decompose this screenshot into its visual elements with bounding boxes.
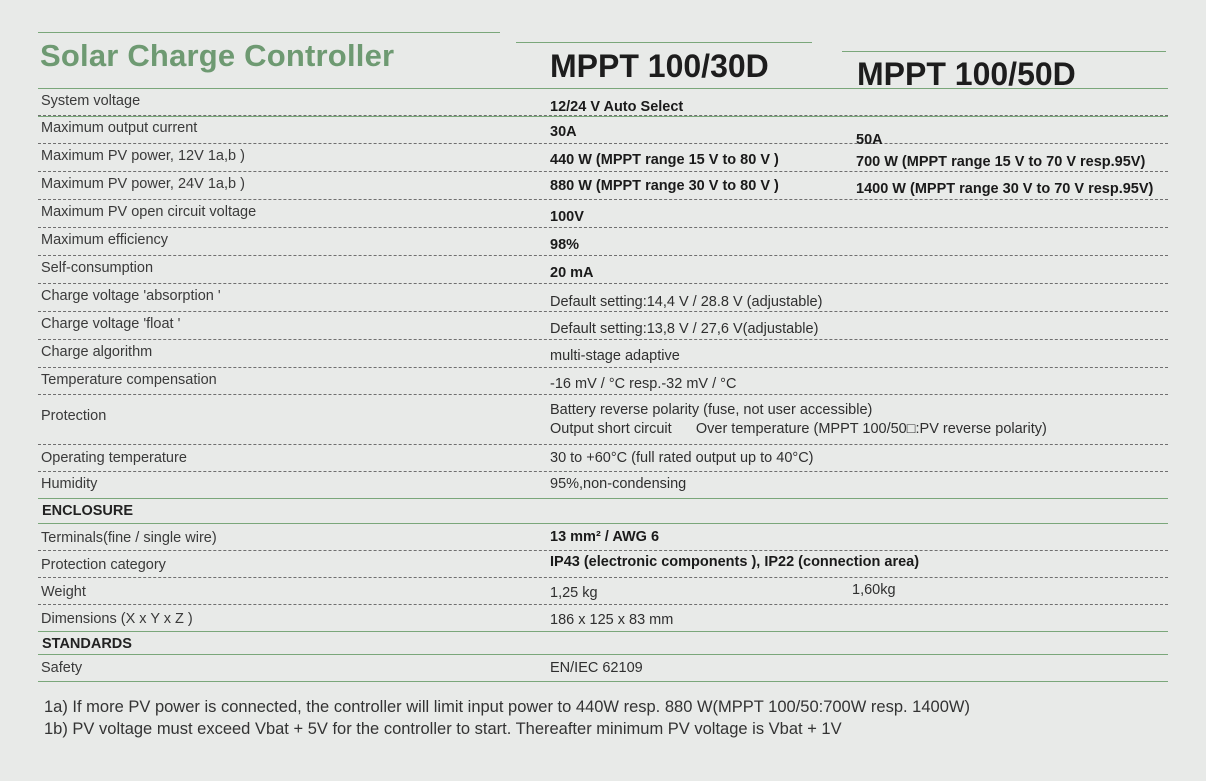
row-value: 440 W (MPPT range 15 V to 80 V ) (550, 152, 779, 168)
row-value: multi-stage adaptive (550, 348, 680, 364)
row-value: Default setting:13,8 V / 27,6 V(adjustable) (550, 321, 819, 337)
section-title: ENCLOSURE (42, 503, 134, 519)
row-value-2: 1,60kg (852, 582, 896, 598)
table-row (38, 524, 1168, 551)
header-rule-left (38, 32, 500, 33)
table-row (38, 144, 1168, 172)
row-label: Maximum efficiency (41, 232, 169, 248)
table-row (38, 551, 1168, 578)
footnotes (44, 696, 970, 740)
row-value: 13 mm² / AWG 6 (550, 529, 660, 545)
header-rule-mid (516, 42, 812, 43)
section-header-standards (38, 632, 1168, 655)
table-row (38, 200, 1168, 228)
row-label: Temperature compensation (41, 372, 217, 388)
footnote-1a: 1a) If more PV power is connected, the controller will limit input power to 440W resp. 880 W(MPPT 100/50:700W resp. 1400W) (44, 698, 970, 716)
row-label: System voltage (41, 93, 141, 109)
table-row (38, 172, 1168, 200)
row-label: Self-consumption (41, 260, 154, 276)
row-value: 1,25 kg (550, 585, 598, 601)
row-value: Default setting:14,4 V / 28.8 V (adjustable) (550, 294, 823, 310)
row-label: Dimensions (X x Y x Z ) (41, 611, 193, 627)
row-value: 186 x 125 x 83 mm (550, 612, 674, 628)
model-header-1: MPPT 100/30D (550, 48, 769, 84)
row-label: Charge voltage 'float ' (41, 316, 181, 332)
row-value: 100V (550, 209, 584, 225)
row-label: Protection (41, 408, 107, 424)
row-label: Weight (41, 584, 86, 600)
spec-table (38, 88, 1168, 682)
page-title: Solar Charge Controller (40, 38, 395, 73)
row-label: Operating temperature (41, 450, 187, 466)
row-value-2: 700 W (MPPT range 15 V to 70 V resp.95V) (856, 154, 1146, 170)
row-value: Battery reverse polarity (fuse, not user accessible) (550, 402, 873, 418)
table-row (38, 340, 1168, 368)
row-value: IP43 (electronic components ), IP22 (connection area) (550, 554, 920, 570)
table-row (38, 578, 1168, 605)
table-row (38, 368, 1168, 395)
section-title: STANDARDS (42, 636, 132, 652)
row-label: Humidity (41, 476, 98, 492)
table-row (38, 655, 1168, 682)
section-header-enclosure (38, 499, 1168, 524)
row-label: Safety (41, 660, 83, 676)
row-value: 30 to +60°C (full rated output up to 40°C) (550, 450, 814, 466)
row-label: Maximum PV open circuit voltage (41, 204, 257, 220)
row-label: Charge voltage 'absorption ' (41, 288, 221, 304)
row-value: 12/24 V Auto Select (550, 99, 684, 115)
row-label: Maximum PV power, 24V 1a,b ) (41, 176, 245, 192)
row-value: 880 W (MPPT range 30 V to 80 V ) (550, 178, 779, 194)
table-row (38, 472, 1168, 499)
row-label: Maximum PV power, 12V 1a,b ) (41, 148, 245, 164)
row-value: -16 mV / °C resp.-32 mV / °C (550, 376, 737, 392)
table-row (38, 395, 1168, 445)
table-row (38, 312, 1168, 340)
table-row (38, 256, 1168, 284)
table-row (38, 116, 1168, 148)
row-value-2: 50A (856, 132, 883, 148)
model-header-2: MPPT 100/50D (857, 56, 1076, 92)
table-row (38, 88, 1168, 116)
row-value: 20 mA (550, 265, 594, 281)
header-rule-right (842, 51, 1166, 52)
row-value: 98% (550, 237, 580, 253)
row-label: Terminals(fine / single wire) (41, 530, 217, 546)
row-label: Maximum output current (41, 120, 198, 136)
row-value: 30A (550, 124, 577, 140)
footnote-1b: 1b) PV voltage must exceed Vbat + 5V for the controller to start. Thereafter minimum PV voltage is Vbat + 1V (44, 720, 842, 738)
table-row (38, 284, 1168, 312)
table-row (38, 445, 1168, 472)
row-value: EN/IEC 62109 (550, 660, 643, 676)
table-row (38, 605, 1168, 632)
table-row (38, 228, 1168, 256)
row-value: 95%,non-condensing (550, 476, 687, 492)
row-label: Charge algorithm (41, 344, 153, 360)
row-label: Protection category (41, 557, 166, 573)
row-value-line-2: Output short circuit Over temperature (MPPT 100/50□:PV reverse polarity) (550, 421, 1047, 437)
row-value-2: 1400 W (MPPT range 30 V to 70 V resp.95V) (856, 181, 1154, 197)
